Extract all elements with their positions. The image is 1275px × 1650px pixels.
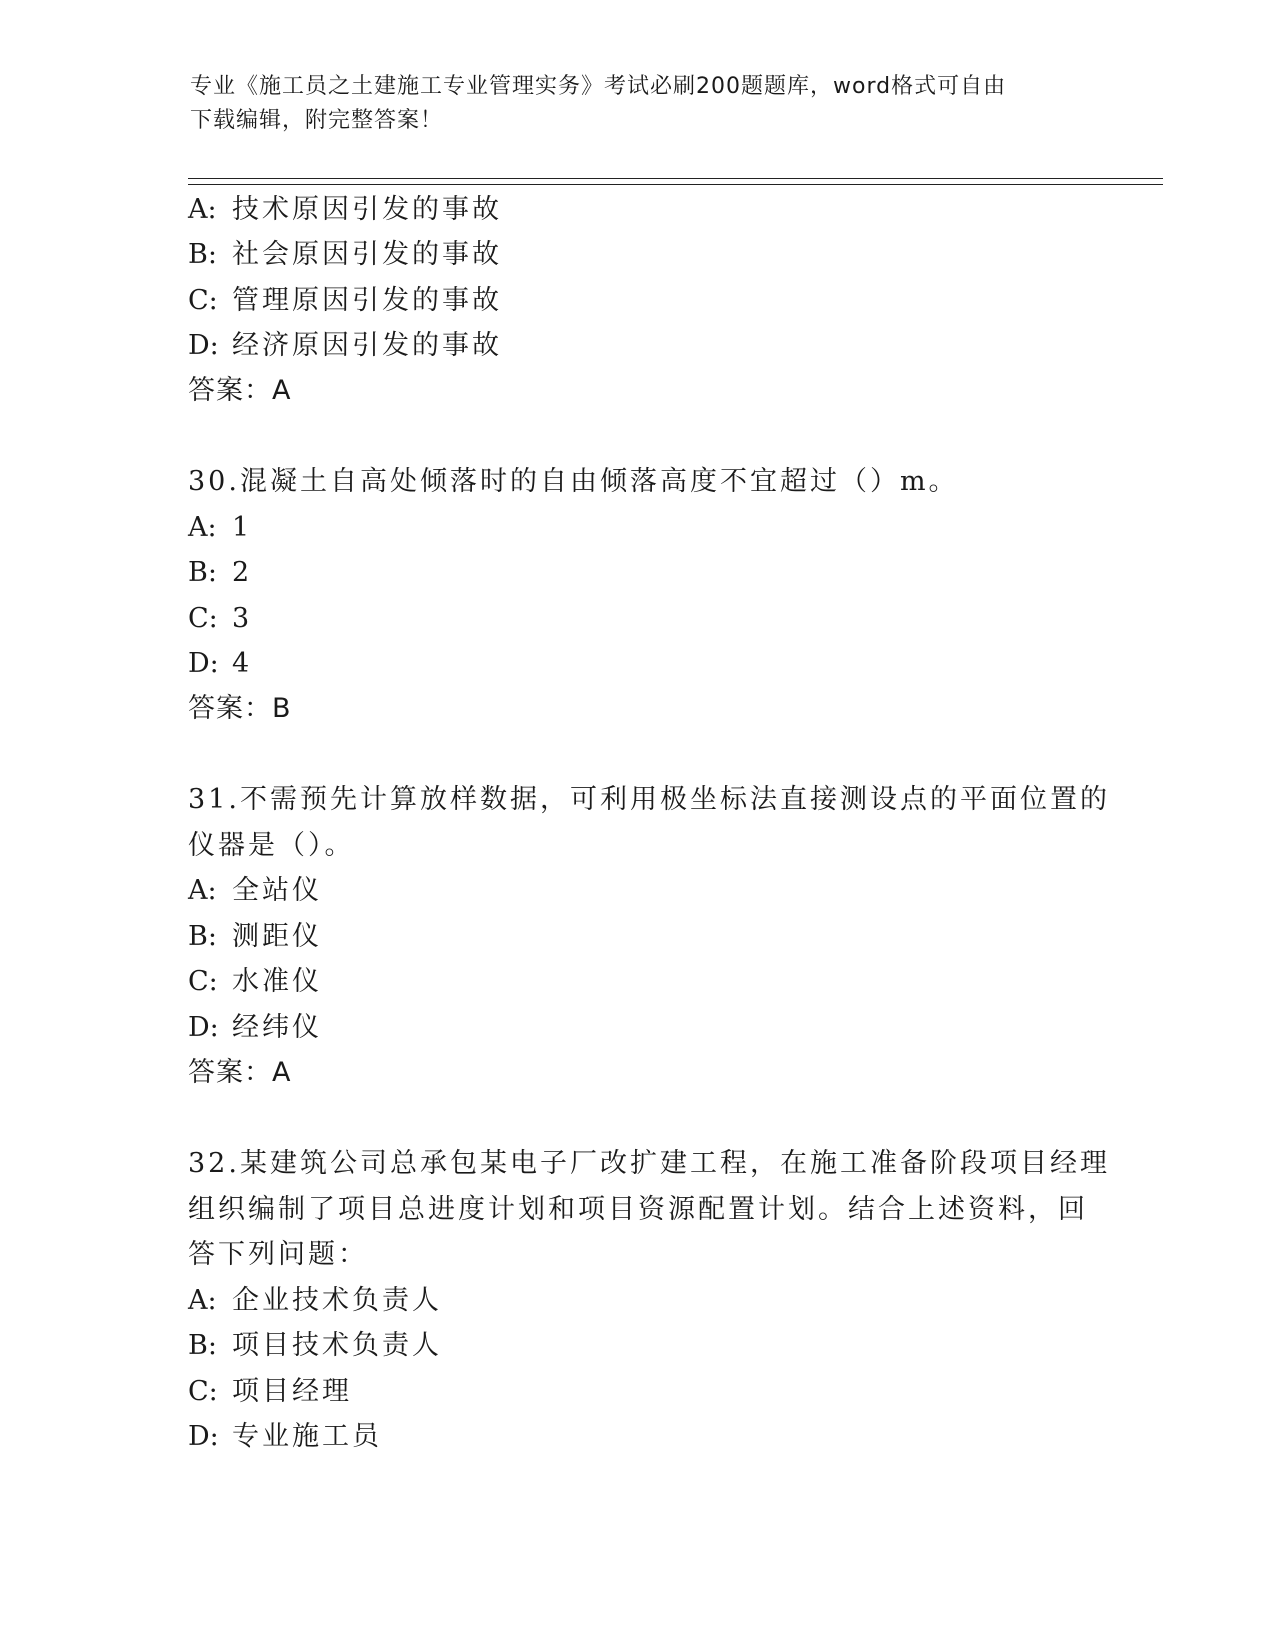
q31-option-b: B: 测距仪: [188, 921, 322, 952]
q31-stem-line-1: 31.不需预先计算放样数据，可利用极坐标法直接测设点的平面位置的: [188, 784, 1110, 815]
q32-stem-line-3: 答下列问题：: [188, 1239, 368, 1270]
q30-option-d: D: 4: [188, 648, 253, 679]
q31-stem-line-2: 仪器是（）。: [188, 830, 355, 861]
q30-stem: 30.混凝土自高处倾落时的自由倾落高度不宜超过（）m。: [188, 466, 959, 497]
q30-option-c: C: 3: [188, 603, 253, 634]
q29-option-a: A: 技术原因引发的事故: [188, 194, 502, 225]
q30-option-a: A: 1: [188, 512, 253, 543]
header-divider-top: [188, 178, 1163, 179]
q31-option-c: C: 水准仪: [188, 966, 322, 997]
q29-option-d: D: 经济原因引发的事故: [188, 330, 502, 361]
q29-option-b: B: 社会原因引发的事故: [188, 239, 502, 270]
q32-stem-line-2: 组织编制了项目总进度计划和项目资源配置计划。结合上述资料，回: [188, 1194, 1088, 1225]
header-line-2: 下载编辑，附完整答案！: [190, 108, 444, 133]
q31-option-a: A: 全站仪: [188, 875, 322, 906]
q31-answer: 答案：A: [188, 1057, 292, 1088]
document-header: [190, 70, 1090, 138]
q32-option-d: D: 专业施工员: [188, 1421, 382, 1452]
q29-option-c: C: 管理原因引发的事故: [188, 285, 502, 316]
q32-stem-line-1: 32.某建筑公司总承包某电子厂改扩建工程，在施工准备阶段项目经理: [188, 1148, 1110, 1179]
q32-option-b: B: 项目技术负责人: [188, 1330, 442, 1361]
q29-answer: 答案：A: [188, 375, 292, 406]
q30-option-b: B: 2: [188, 557, 253, 588]
q32-option-a: A: 企业技术负责人: [188, 1285, 442, 1316]
q31-option-d: D: 经纬仪: [188, 1012, 322, 1043]
q32-option-c: C: 项目经理: [188, 1376, 352, 1407]
header-divider-bottom: [188, 184, 1163, 185]
q30-answer: 答案：B: [188, 693, 292, 724]
header-line-1: 专业《施工员之土建施工专业管理实务》考试必刷200题题库，word格式可自由: [190, 74, 1007, 99]
